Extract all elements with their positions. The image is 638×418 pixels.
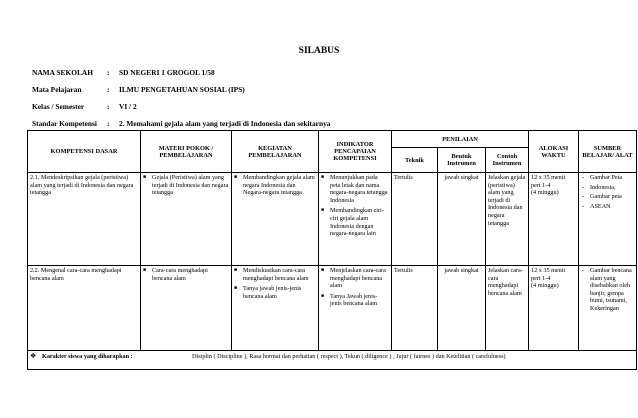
alokasi-line: pert 1-4	[531, 274, 551, 282]
contoh-cell	[486, 266, 529, 351]
meta-label: NAMA SEKOLAH	[32, 68, 93, 77]
meta-row-subject	[32, 81, 330, 98]
kompetensi-text: 2.1. Mendeskripsikan gejala (peristiwa) alam yang terjadi di Indonesia dan negara tetangga	[30, 174, 134, 197]
materi-cell	[141, 173, 232, 266]
kegiatan-cell	[232, 173, 319, 266]
meta-row-class	[32, 98, 330, 115]
meta-label: Kelas / Semester	[32, 102, 85, 111]
page-title: SILABUS	[298, 46, 340, 56]
kegiatan-item: ■ Mendiskusikan cara-cara menghadapi bencana alam	[234, 267, 316, 282]
alokasi-line: 12 x 35 menit	[531, 174, 566, 181]
alokasi-line: (4 minggu)	[531, 189, 559, 197]
contoh-text: Jelaskan gejala (peristiwa) alam yang terjadi di Indonesia dan negara tetangga	[488, 174, 526, 227]
meta-value: ILMU PENGETAHUAN SOSIAL (IPS)	[119, 85, 245, 94]
indikator-item: ■ Menunjukkan pada peta letak dan nama negara-negara tetangga Indonesia	[321, 174, 389, 204]
alokasi-cell	[529, 173, 579, 266]
sumber-cell	[579, 266, 637, 351]
kegiatan-item: ■ Membandingkan gejala alam negara Indonesia dan Negara-negara tetangga	[234, 174, 316, 197]
indikator-cell	[319, 173, 392, 266]
footer-label: Karakter siswa yang diharapkan :	[42, 353, 133, 360]
meta-separator: :	[107, 68, 110, 77]
kompetensi-cell	[28, 266, 141, 351]
footer-text: Disiplin ( Discipline ), Rasa hormat dan perhatian ( respect ), Tekun ( diligence ) , Jujur ( fairnes ) dan Ketelitian ( carefulness)	[192, 353, 506, 360]
meta-value: 2. Memahami gejala alam yang terjadi di Indonesia dan sekitarnya	[119, 119, 331, 128]
sumber-item: - Gambar peta	[581, 193, 634, 201]
header-sumber: SUMBER BELAJAR/ ALAT	[579, 131, 637, 173]
teknik-cell	[392, 266, 438, 351]
footer-cell	[28, 351, 637, 370]
alokasi-line: pert 1-4	[531, 181, 551, 189]
table-header-row	[28, 131, 637, 148]
bentuk-cell	[438, 173, 486, 266]
teknik-text: Tertulis	[394, 267, 413, 274]
alokasi-line: (4 minggu)	[531, 282, 559, 290]
table-row	[28, 173, 637, 266]
contoh-text: Jelaskan cara-cara menghadapi bencana alam	[488, 267, 523, 297]
sumber-item: - Gambar Peta	[581, 174, 634, 182]
header-materi: MATERI POKOK / PEMBELAJARAN	[141, 131, 232, 173]
teknik-text: Tertulis	[394, 174, 413, 181]
contoh-cell	[486, 173, 529, 266]
indikator-cell	[319, 266, 392, 351]
materi-item: ■ Gejala (Peristiwa) alam yang terjadi di Indonesia dan negara tetangga	[143, 174, 229, 197]
header-kegiatan: KEGIATAN PEMBELAJARAN	[232, 131, 319, 173]
materi-item: ■ Cara-cara menghadapi bencana alam	[143, 267, 229, 282]
indikator-item: ■ Menjelaskan cara-cara menghadapi bencana alam	[321, 267, 389, 290]
sumber-item: - Indonesia,	[581, 184, 634, 192]
meta-label: Standar Kompetensi	[32, 119, 97, 128]
meta-label: Mata Pelajaran	[32, 85, 82, 94]
sumber-item: - Gambar bencana alam yang disebabkan oleh banjir, gempa bumi, tsunami, Kekeringan	[581, 267, 634, 313]
bentuk-cell	[438, 266, 486, 351]
sumber-item: - ASEAN	[581, 203, 634, 211]
header-teknik: Teknik	[392, 148, 438, 173]
header-contoh: Contoh Instrumen	[486, 148, 529, 173]
meta-value: VI / 2	[119, 102, 137, 111]
kompetensi-cell	[28, 173, 141, 266]
kompetensi-text: 2.2. Mengenal cara-cara menghadapi bencana alam	[30, 267, 122, 282]
header-bentuk: Bentuk Instrumen	[438, 148, 486, 173]
kegiatan-cell	[232, 266, 319, 351]
meta-separator: :	[107, 85, 110, 94]
bentuk-text: jawab singkat	[444, 267, 479, 274]
meta-value: SD NEGERI 1 GROGOL 1/58	[119, 68, 215, 77]
bentuk-text: jawab singkat	[444, 174, 479, 181]
alokasi-cell	[529, 266, 579, 351]
kegiatan-item: ■ Tanya jawab jenis-jenis bencana alam	[234, 285, 316, 300]
materi-cell	[141, 266, 232, 351]
meta-row-school	[32, 64, 330, 81]
meta-separator: :	[107, 119, 110, 128]
diamond-bullet-icon: ❖	[30, 352, 37, 360]
identity-block	[32, 64, 330, 132]
teknik-cell	[392, 173, 438, 266]
header-kompetensi: KOMPETENSI DASAR	[28, 131, 141, 173]
meta-separator: :	[107, 102, 110, 111]
sumber-cell	[579, 173, 637, 266]
indikator-item: ■ Tanya Jawab jenis-jenis bencana alam	[321, 293, 389, 308]
footer-row	[28, 351, 637, 370]
indikator-item: ■ Membandingkan ciri-ciri gejala alam Indonesia dengan negara-negara lain	[321, 207, 389, 237]
syllabus-table	[27, 130, 637, 370]
table-row	[28, 266, 637, 351]
header-indikator: INDIKATOR PENCAPAIAN KOMPETENSI	[319, 131, 392, 173]
header-penilaian: PENILAIAN	[392, 131, 529, 148]
alokasi-line: 12 x 35 menit	[531, 267, 566, 274]
header-alokasi: ALOKASI WAKTU	[529, 131, 579, 173]
